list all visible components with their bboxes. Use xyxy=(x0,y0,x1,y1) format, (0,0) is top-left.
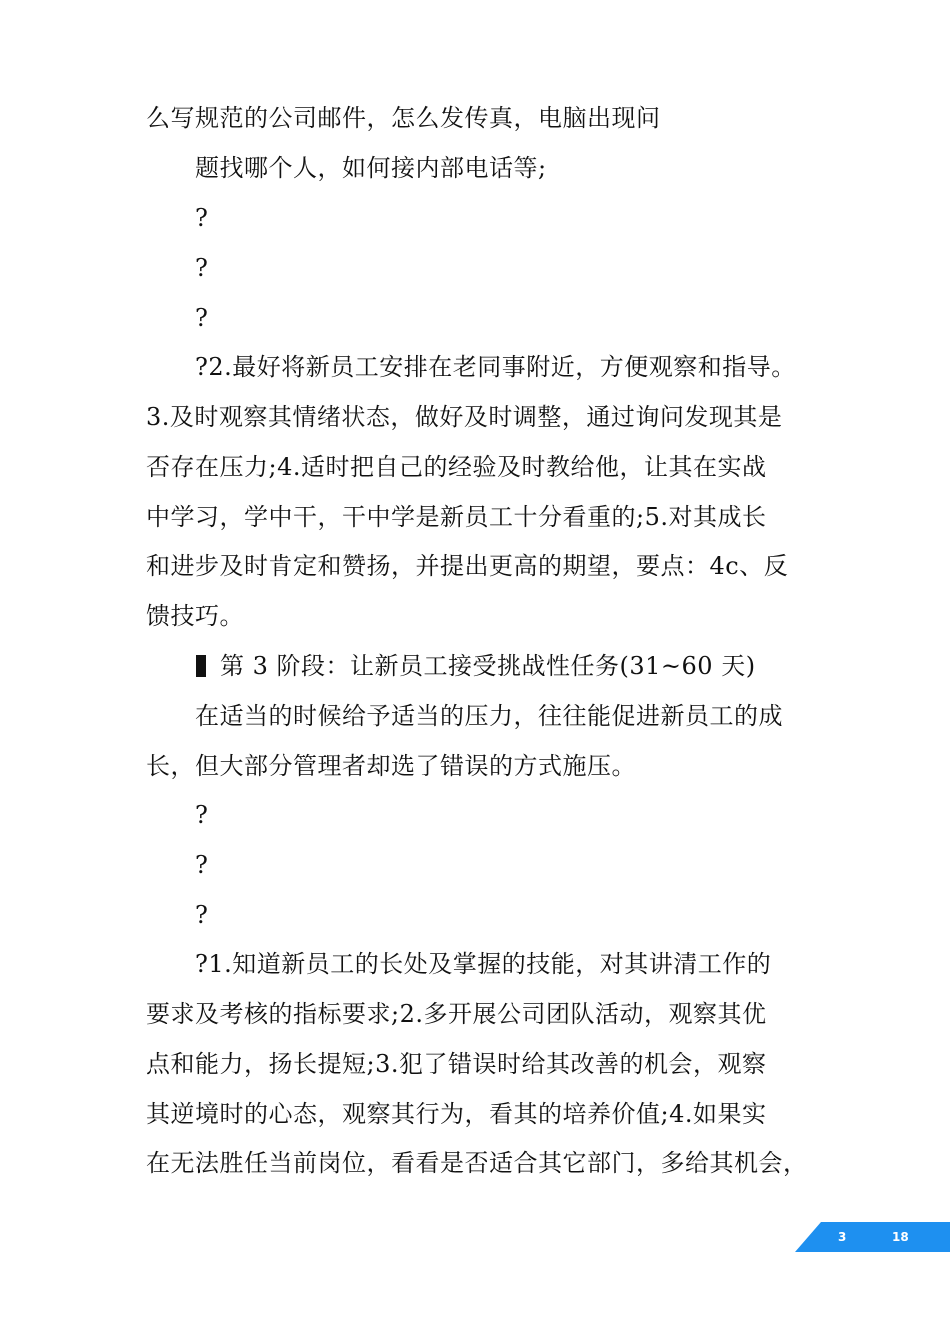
section-heading xyxy=(196,651,756,681)
current-page-number: 3 xyxy=(838,1230,847,1244)
total-page-count: 18 xyxy=(892,1230,909,1244)
bullet-placeholder: ? xyxy=(195,304,209,332)
paragraph-line: 其逆境时的心态，观察其行为，看其的培养价值;4.如果实 xyxy=(146,1100,767,1128)
bullet-placeholder: ? xyxy=(195,204,209,232)
page-footer-bar xyxy=(795,1222,950,1252)
paragraph-line: 长，但大部分管理者却选了错误的方式施压。 xyxy=(146,752,636,780)
paragraph-line: 点和能力，扬长提短;3.犯了错误时给其改善的机会，观察 xyxy=(146,1050,767,1078)
bullet-placeholder: ? xyxy=(195,254,209,282)
paragraph-line: 中学习，学中干，干中学是新员工十分看重的;5.对其成长 xyxy=(146,503,767,531)
paragraph-line: 和进步及时肯定和赞扬，并提出更高的期望，要点：4c、反 xyxy=(146,552,789,580)
paragraph-line: ?1.知道新员工的长处及掌握的技能，对其讲清工作的 xyxy=(195,950,772,978)
paragraph-line: 馈技巧。 xyxy=(146,602,244,630)
paragraph-line: ?2.最好将新员工安排在老同事附近，方便观察和指导。 xyxy=(195,353,796,381)
paragraph-line: 要求及考核的指标要求;2.多开展公司团队活动，观察其优 xyxy=(146,1000,767,1028)
paragraph-line: 否存在压力;4.适时把自己的经验及时教给他，让其在实战 xyxy=(146,453,767,481)
bullet-placeholder: ? xyxy=(195,851,209,879)
bullet-placeholder: ? xyxy=(195,801,209,829)
section-heading-text: 第 3 阶段：让新员工接受挑战性任务(31~60 天) xyxy=(220,652,756,680)
paragraph-line: 在适当的时候给予适当的压力，往往能促进新员工的成 xyxy=(195,702,783,730)
paragraph-line: 在无法胜任当前岗位，看看是否适合其它部门，多给其机会， xyxy=(146,1149,808,1177)
heading-marker-icon xyxy=(196,655,206,677)
paragraph-line: 题找哪个人，如何接内部电话等; xyxy=(195,154,547,182)
paragraph-line: 么写规范的公司邮件，怎么发传真，电脑出现问 xyxy=(146,104,661,132)
paragraph-line: 3.及时观察其情绪状态，做好及时调整，通过询问发现其是 xyxy=(146,403,783,431)
bullet-placeholder: ? xyxy=(195,901,209,929)
